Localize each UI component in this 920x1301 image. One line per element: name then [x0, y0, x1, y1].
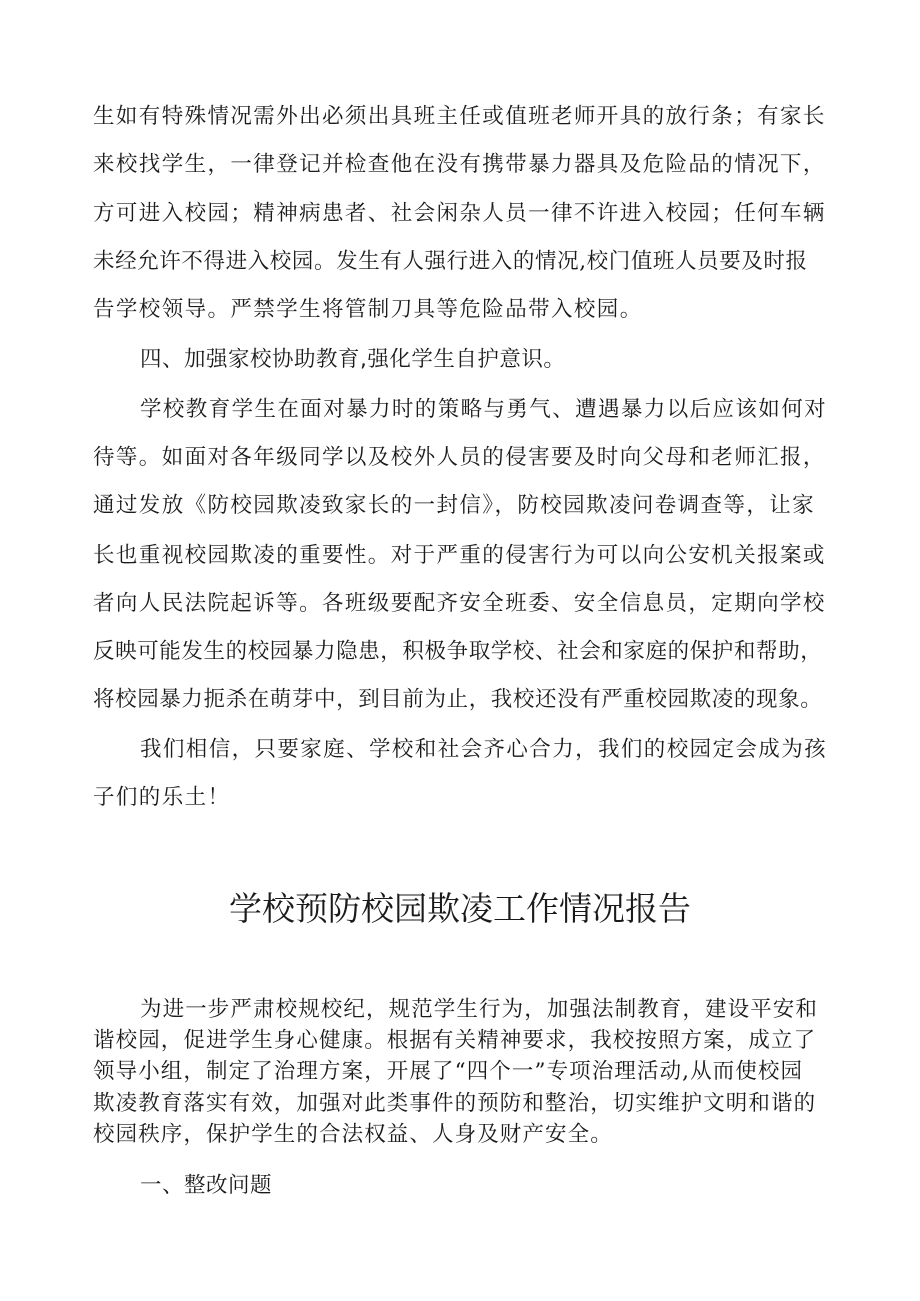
paragraph-line: 子们的乐土！: [93, 785, 231, 810]
paragraph-line: 欺凌教育落实有效，加强对此类事件的预防和整治，切实维护文明和谐的: [93, 1091, 817, 1116]
paragraph-line: 未经允许不得进入校园。发生有人强行进入的情况,校门值班人员要及时报: [93, 249, 808, 274]
paragraph-line: 学校教育学生在面对暴力时的策略与勇气、遭遇暴力以后应该如何对: [140, 397, 828, 422]
paragraph-line: 待等。如面对各年级同学以及校外人员的侵害要及时向父母和老师汇报，: [93, 445, 826, 470]
paragraph-line: 告学校领导。严禁学生将管制刀具等危险品带入校园。: [93, 297, 643, 322]
paragraph-line: 谐校园，促进学生身心健康。根据有关精神要求，我校按照方案，成立了: [93, 1028, 817, 1053]
paragraph-line: 反映可能发生的校园暴力隐患，积极争取学校、社会和家庭的保护和帮助，: [93, 639, 823, 664]
paragraph-line: 将校园暴力扼杀在萌芽中，到目前为止，我校还没有严重校园欺凌的现象。: [93, 687, 823, 712]
paragraph-line: 为进一步严肃校规校纪，规范学生行为，加强法制教育，建设平安和: [140, 997, 819, 1022]
paragraph-line: 长也重视校园欺凌的重要性。对于严重的侵害行为可以向公安机关报案或: [93, 543, 826, 568]
section-heading: 四、加强家校协助教育,强化学生自护意识。: [140, 347, 566, 372]
paragraph-line: 者向人民法院起诉等。各班级要配齐安全班委、安全信息员，定期向学校: [93, 591, 826, 616]
paragraph-line: 我们相信，只要家庭、学校和社会齐心合力，我们的校园定会成为孩: [140, 737, 828, 762]
paragraph-line: 来校找学生，一律登记并检查他在没有携带暴力器具及危险品的情况下，: [93, 152, 826, 177]
report-title: 学校预防校园欺凌工作情况报告: [229, 889, 691, 928]
paragraph-line: 领导小组，制定了治理方案，开展了“四个一”专项治理活动,从而使校园: [93, 1059, 804, 1084]
paragraph-line: 方可进入校园；精神病患者、社会闲杂人员一律不许进入校园；任何车辆: [93, 201, 826, 226]
paragraph-line: 通过发放《防校园欺凌致家长的一封信》，防校园欺凌问卷调查等，让家: [93, 493, 816, 518]
section-heading: 一、整改问题: [140, 1173, 273, 1198]
paragraph-line: 生如有特殊情况需外出必须出具班主任或值班老师开具的放行条；有家长: [93, 104, 826, 129]
paragraph-line: 校园秩序，保护学生的合法权益、人身及财产安全。: [93, 1122, 613, 1147]
